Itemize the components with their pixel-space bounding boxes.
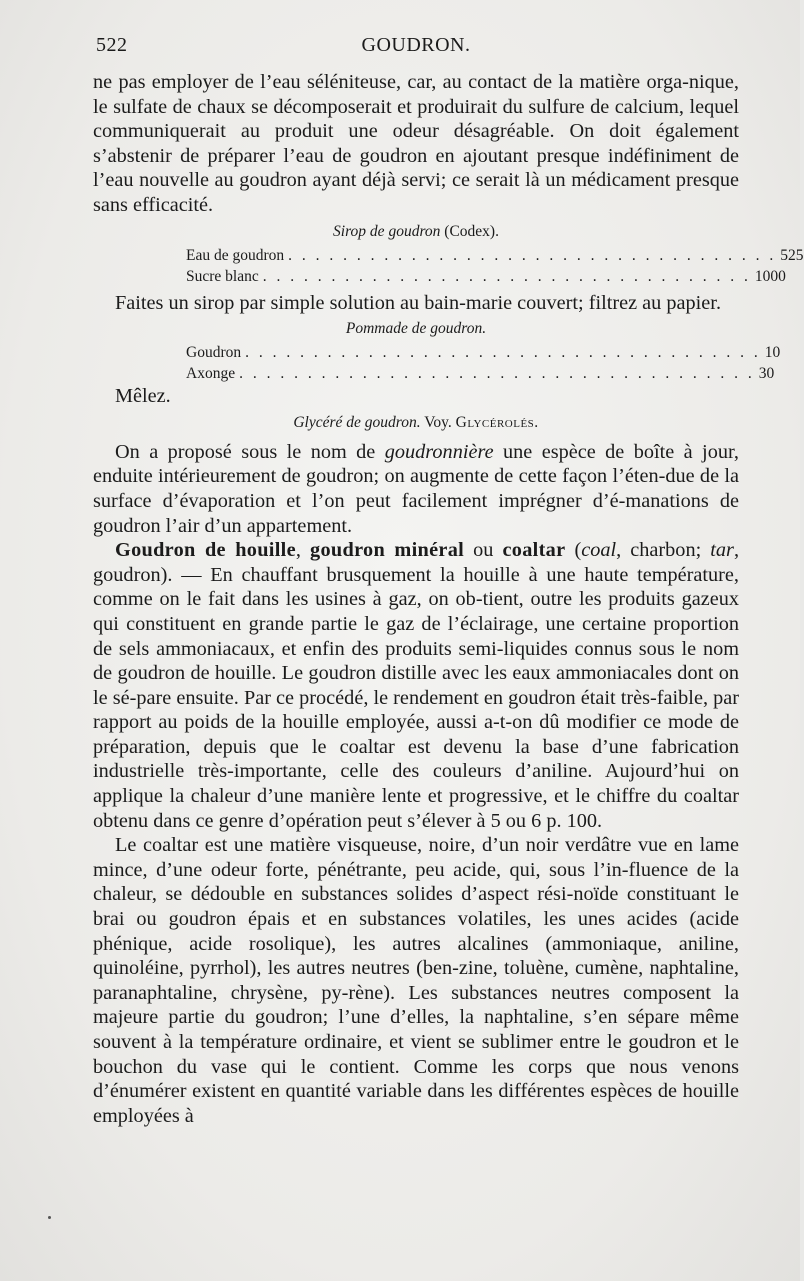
paragraph-goudronniere: [93, 440, 739, 538]
paragraph-coaltar: Le coaltar est une matière visqueuse, noire, d’un noir verdâtre vue en lame mince, d’une odeur forte, pénétrante, peu acide, qui, sous l’in-fluence de la chaleur, se dédouble en substances solides d’aspect rési-noïde constituant le brai ou goudron épais et en substances volatiles, les unes acides (acide phénique, acide rosolique), les autres alcalines (ammoniaque, aniline, quinoléine, pyrrhol), les autres neutres (ben-zine, toluène, cumène, naphtaline, paranaphtaline, chrysène, py-rène). Les substances neutres composent la majeure partie du goudron; l’une d’elles, la naphtaline, s’en sépare même souvent à la température ordinaire, et vient se sublimer entre le goudron et le bouchon du vase qui le contient. Comme les corps que nous venons d’énumérer existent en quantité variable dans les différentes espèces de houille employées à: [93, 834, 739, 1127]
sirop-title: Sirop de goudron: [333, 222, 441, 240]
text-run: En chauffant brusquement la houille à une haute température, comme on le fait dans les usines à gaz, on ob-tient, outre les produits gazeux qui constituent en grande partie le gaz de l’éclairage, une certaine proportion de sels ammoniacaux, et enfin des produits semi-liquides connus sous le nom de goudron de houille. Le goudron distille avec les eaux ammoniacales dont on le sé-pare ensuite. Par ce procédé, le rendement en goudron était très-faible, par rapport au poids de la houille employée, aussi a-t-on dû modifier ce mode de préparation, depuis que le coaltar est devenu la base d’une fabrication industrielle très-importante, celle des couleurs d’aniline. Aujourd’hui on applique la chaleur d’une manière lente et progressive, et le chiffre du coaltar obtenu dans ce genre d’opération peut s’élever à 5 ou 6 p. 100.: [93, 563, 740, 832]
ingredient-name: Axonge: [186, 365, 236, 383]
recipe-row: [186, 266, 786, 287]
recipe-title-pommade: [93, 318, 739, 340]
text-run: On a proposé sous le nom de: [115, 440, 385, 463]
paper-speck: [48, 1216, 51, 1219]
running-title: GOUDRON.: [361, 34, 471, 56]
recipe-pommade: [186, 342, 781, 384]
leader-dots: . . . . . . . . . . . . . . . . . . . . . . . . . . . . . . . . . . . .: [262, 267, 751, 285]
text-run: ou: [464, 539, 503, 562]
entry-heading: coaltar: [502, 539, 566, 562]
running-header: [96, 34, 736, 62]
text-run: une espèce de boîte à jour, enduite intérieurement de goudron; on augmente de cette façon l’éten-due de la surface d’évaporation et l’on peut facilement imprégner d’é-manations de goudron l’air d’un appartement.: [93, 440, 739, 537]
pommade-title: Pommade de goudron.: [345, 320, 487, 338]
recipe-row: [186, 245, 804, 266]
term-coal: coal: [581, 539, 617, 562]
ingredient-name: Sucre blanc: [186, 267, 259, 285]
ingredient-name: Eau de goudron: [186, 246, 285, 264]
recipe-title-sirop: [93, 221, 739, 243]
paragraph-intro: ne pas employer de l’eau séléniteuse, car, au contact de la matière orga-nique, le sulfate de chaux se décomposerait et produirait du sulfure de calcium, lequel communiquerait au produit une odeur désagréable. On doit également s’abstenir de préparer l’eau de goudron en ajoutant presque indéfiniment de l’eau nouvelle au goudron ayant déjà servi; ce serait là un médicament presque sans efficacité.: [93, 71, 739, 216]
paragraph-goudron-de-houille: [93, 538, 739, 833]
text-run: ,: [295, 539, 311, 562]
glycere-reference: [93, 412, 739, 434]
recipe-row: [186, 363, 775, 384]
instruction-melez: Mêlez.: [115, 385, 171, 408]
sirop-source: (Codex).: [444, 222, 499, 240]
leader-dots: . . . . . . . . . . . . . . . . . . . . . . . . . . . . . . . . . . . .: [288, 246, 777, 264]
term-goudronniere: goudronnière: [384, 440, 494, 463]
text-run: , charbon;: [616, 539, 711, 562]
term-tar: tar: [710, 539, 734, 562]
glycere-ref-target: Glycérolés.: [455, 413, 539, 431]
glycere-ref: Voy.: [424, 413, 452, 431]
leader-dots: . . . . . . . . . . . . . . . . . . . . . . . . . . . . . . . . . . . . . .: [239, 365, 755, 383]
entry-heading: Goudron de houille: [115, 539, 296, 562]
recipe-sirop: [186, 245, 804, 287]
ingredient-qty: 525: [780, 246, 804, 264]
text-run: , goudron). —: [93, 539, 740, 586]
leader-dots: . . . . . . . . . . . . . . . . . . . . . . . . . . . . . . . . . . . . . .: [245, 344, 761, 362]
text-run: (: [565, 539, 582, 562]
ingredient-qty: 30: [758, 365, 775, 383]
paragraph-sirop-method: Faites un sirop par simple solution au bain-marie couvert; filtrez au papier.: [115, 291, 722, 314]
ingredient-qty: 10: [764, 344, 781, 362]
page-number: 522: [96, 34, 128, 56]
entry-heading: goudron minéral: [310, 539, 465, 562]
glycere-title: Glycéré de goudron.: [293, 413, 421, 431]
recipe-row: [186, 342, 781, 363]
ingredient-qty: 1000: [754, 267, 786, 285]
page-body: [93, 70, 804, 1128]
ingredient-name: Goudron: [186, 344, 242, 362]
